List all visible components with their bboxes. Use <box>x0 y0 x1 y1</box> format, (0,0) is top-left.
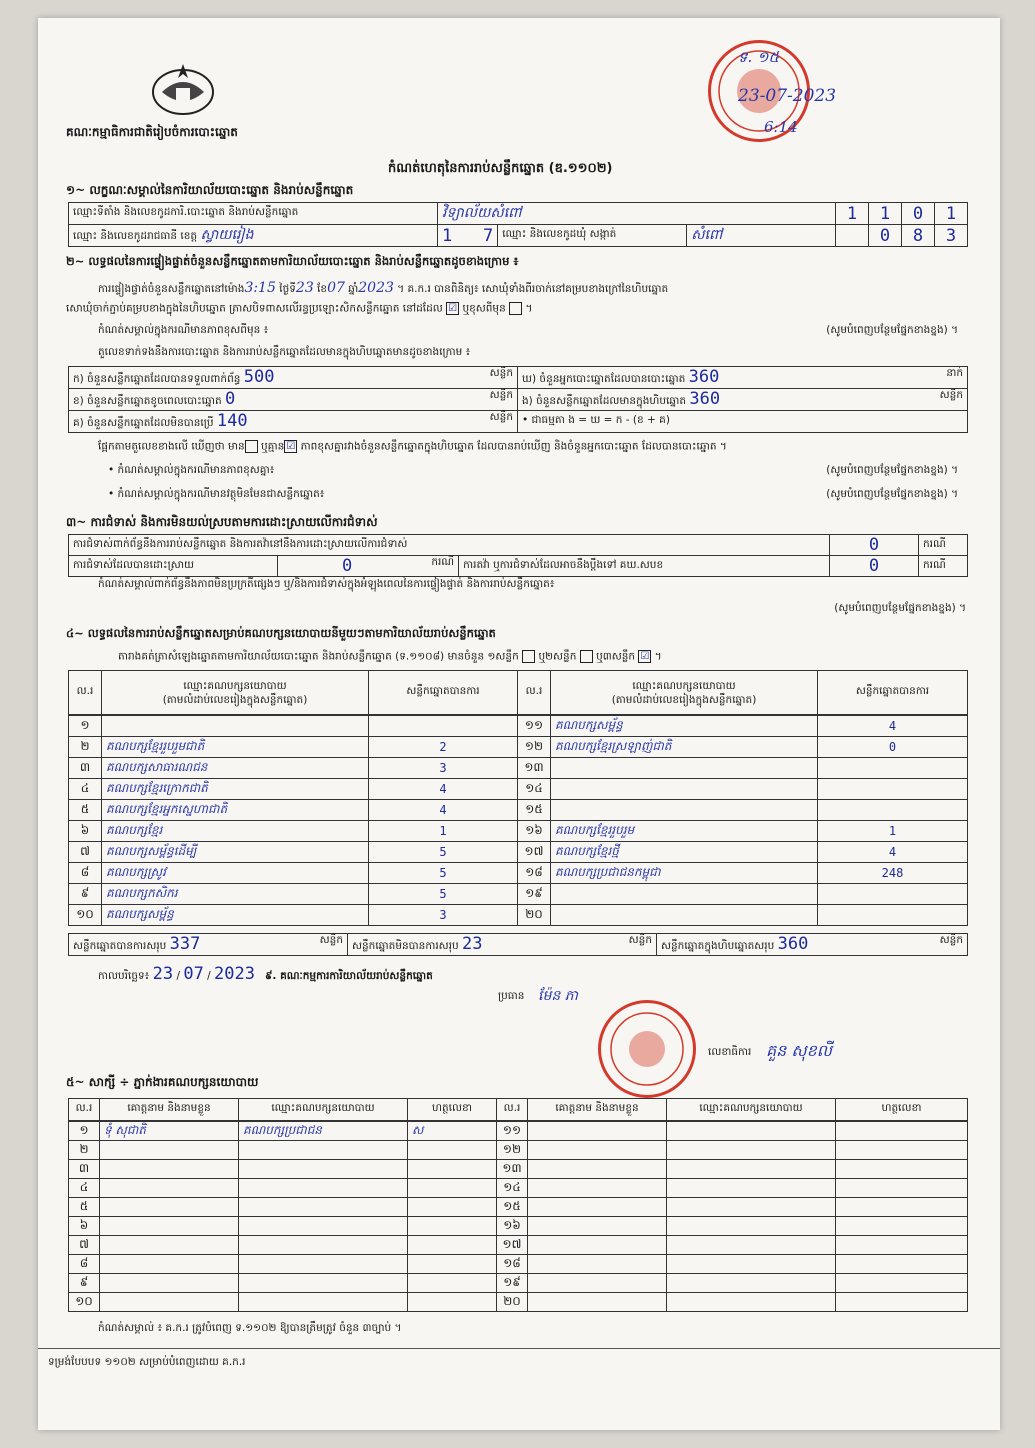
witness-signature <box>408 1179 497 1198</box>
party-votes: 5 <box>369 863 518 884</box>
nec-emblem-icon <box>150 54 216 120</box>
row-number: ១៥ <box>497 1198 528 1217</box>
objections-label: ការជំទាស់ពាក់ព័ន្ធនឹងការរាប់សន្លឹកឆ្នោត និងការតវ៉ានៅនឹងការដោះស្រាយលើការជំទាស់ <box>69 535 830 556</box>
table-row <box>69 884 968 905</box>
witness-name <box>528 1255 667 1274</box>
witness-party <box>239 1179 408 1198</box>
witness-signature <box>836 1274 968 1293</box>
party-votes: 3 <box>369 905 518 926</box>
row-number: ៦ <box>69 1217 100 1236</box>
row-number: ១២ <box>518 737 551 758</box>
commune-code-digit: 3 <box>935 225 968 247</box>
party-votes: 1 <box>369 821 518 842</box>
spoiled-ballots: ខ) ចំនួនសន្លឹកឆ្នោតខូចពេលបោះឆ្នោត 0 សន្លឹក <box>69 389 518 411</box>
witness-name <box>100 1255 239 1274</box>
witness-signature <box>408 1160 497 1179</box>
row-number: ១៣ <box>497 1160 528 1179</box>
witness-signature <box>836 1255 968 1274</box>
row-number: ៥ <box>69 800 102 821</box>
station-code-digit: 1 <box>836 203 869 225</box>
party-votes: 3 <box>369 758 518 779</box>
org-name: គណៈកម្មាធិការជាតិរៀបចំការបោះឆ្នោត <box>66 125 238 139</box>
party-votes <box>818 779 968 800</box>
commune-code-digit: 0 <box>869 225 902 247</box>
commission-stamp <box>598 1000 696 1098</box>
witness-signature <box>836 1198 968 1217</box>
row-number: ២ <box>69 1141 100 1160</box>
table-row <box>69 863 968 884</box>
station-code-digit: 0 <box>902 203 935 225</box>
party-votes: 248 <box>818 863 968 884</box>
row-number: ៧ <box>69 1236 100 1255</box>
unused-ballots: គ) ចំនួនសន្លឹកឆ្នោតដែលមិនបានប្រើ 140 សន្លឹក <box>69 411 518 433</box>
party-votes: 2 <box>369 737 518 758</box>
chair-signature: ម៉ែន ភា <box>538 988 578 1004</box>
commune-value: សំពៅ <box>687 225 836 247</box>
witness-party <box>667 1274 836 1293</box>
row-number: ២០ <box>518 905 551 926</box>
table-row <box>69 716 968 737</box>
party-name: គណបក្សប្រជាជនកម្ពុជា <box>551 863 818 884</box>
witness-signature <box>836 1160 968 1179</box>
discrepancy-line: ផ្អែកតាមតួលេខខាងលើ ឃើញថា មាន ឬគ្មាន ☑ ភាពខុសគ្នារវាងចំនួនសន្លឹកឆ្នោតក្នុងហិបឆ្នោត ដែលបានរាប់ឃើញ និងចំនួនអ្នកបោះឆ្នោត ដែលបានបោះឆ្នោត ។ <box>98 440 727 453</box>
witness-name <box>528 1141 667 1160</box>
row-number: ១១ <box>518 716 551 737</box>
party-rows <box>68 715 968 926</box>
ballots-in-box: ង) ចំនួនសន្លឹកឆ្នោតដែលមានក្នុងហិបឆ្នោត 360 សន្លឹក <box>518 389 968 411</box>
row-number: ១៨ <box>518 863 551 884</box>
party-votes: 5 <box>369 884 518 905</box>
objections-table: ការជំទាស់ពាក់ព័ន្ធនឹងការរាប់សន្លឹកឆ្នោត និងការតវ៉ានៅនឹងការដោះស្រាយលើការជំទាស់ 0 ករណី ការជំទាស់ដែលបានដោះស្រាយ 0 ករណី ការតវ៉ា ឬការជំទាស់ដែលអាចនឹងប្ដឹងទៅ គឃ.សបខ 0 ករណី <box>68 534 968 577</box>
chair-label: ប្រធាន <box>498 990 525 1002</box>
row-number: ១០ <box>69 905 102 926</box>
witness-signature <box>408 1198 497 1217</box>
resolved-label: ការជំទាស់ដែលបានដោះស្រាយ <box>69 556 278 577</box>
witness-signature <box>836 1293 968 1312</box>
party-votes <box>818 800 968 821</box>
witness-signature <box>408 1217 497 1236</box>
row-number: ១ <box>69 1122 100 1141</box>
party-votes: 4 <box>369 800 518 821</box>
table-row <box>69 1179 968 1198</box>
row-number: ៤ <box>69 779 102 800</box>
party-name <box>551 884 818 905</box>
province-value: ស្វាយរៀង <box>200 227 254 243</box>
table-row <box>69 737 968 758</box>
row-number: ១៨ <box>497 1255 528 1274</box>
commune-label: ឈ្មោះ និងលេខកូដឃុំ សង្កាត់ <box>498 225 687 247</box>
witness-name <box>100 1293 239 1312</box>
witness-party <box>239 1274 408 1293</box>
table-row <box>69 842 968 863</box>
row-number: ៣ <box>69 1160 100 1179</box>
table-row <box>69 821 968 842</box>
party-name <box>551 758 818 779</box>
witness-signature <box>836 1141 968 1160</box>
witness-party: គណបក្សប្រជាជន <box>239 1122 408 1141</box>
table-row <box>69 758 968 779</box>
witness-party <box>239 1293 408 1312</box>
witness-name <box>528 1198 667 1217</box>
table-row <box>69 1274 968 1293</box>
party-name: គណបក្សខ្មែរថ្មី <box>551 842 818 863</box>
witness-name <box>528 1274 667 1293</box>
table-row <box>69 1141 968 1160</box>
total-in-box: សន្លឹកឆ្នោតក្នុងហិបឆ្នោតសរុប 360 សន្លឹក <box>657 934 968 956</box>
witness-signature <box>836 1179 968 1198</box>
witness-name <box>528 1160 667 1179</box>
party-votes: 4 <box>818 716 968 737</box>
party-name: គណបក្សកសិករ <box>102 884 369 905</box>
party-name: គណបក្សខ្មែរក្រោកជាតិ <box>102 779 369 800</box>
appeal-value: 0 <box>830 556 919 577</box>
row-number: ៨ <box>69 1255 100 1274</box>
unchanged-checkbox[interactable]: ☑ <box>446 302 459 315</box>
row-number: ១២ <box>497 1141 528 1160</box>
verification-line: ការផ្ទៀងផ្ទាត់ចំនួនសន្លឹកឆ្នោតនៅម៉ោង3:15 ថ្ងៃទី23 ខែ07 ឆ្នាំ2023 ។ គ.ក.រ បានពិនិត្យ៖ សោឃុំទាំងពីរចាក់នៅគម្របខាងក្រៅនៃហិបឆ្នោត <box>98 280 669 296</box>
row-number: ៨ <box>69 863 102 884</box>
party-votes: 1 <box>818 821 968 842</box>
witness-name <box>100 1160 239 1179</box>
party-name: គណបក្សសម្ព័ន្ធ <box>102 905 369 926</box>
commune-code-digit: 8 <box>902 225 935 247</box>
witness-party <box>667 1217 836 1236</box>
witness-party <box>667 1160 836 1179</box>
total-invalid: សន្លឹកឆ្នោតមិនបានការសរុប 23 សន្លឹក <box>348 934 657 956</box>
row-number: ១ <box>69 716 102 737</box>
discrepancy-no-checkbox[interactable]: ☑ <box>284 440 297 453</box>
table-row <box>69 1236 968 1255</box>
formula: • ជាធម្មតា ង = ឃ = ក - (ខ + គ) <box>518 411 968 433</box>
witness-signature <box>408 1293 497 1312</box>
province-label: ឈ្មោះ និងលេខកូដរាជធានី ខេត្ត ស្វាយរៀង <box>69 225 438 247</box>
objections-value: 0 <box>830 535 919 556</box>
party-name: គណបក្សសម្ព័ន្ធដើម្បី <box>102 842 369 863</box>
row-number: ១៣ <box>518 758 551 779</box>
verify-time: 3:15 <box>244 280 276 296</box>
table-row <box>69 1160 968 1179</box>
witness-name <box>100 1274 239 1293</box>
witness-name <box>528 1179 667 1198</box>
witness-signature <box>408 1255 497 1274</box>
row-number: ១១ <box>497 1122 528 1141</box>
ballot-figures-table <box>68 366 968 433</box>
province-code: 1 7 <box>438 225 498 247</box>
witness-party <box>239 1217 408 1236</box>
witness-party <box>239 1236 408 1255</box>
witness-party <box>667 1141 836 1160</box>
row-number: ១៦ <box>518 821 551 842</box>
form-footer: ទម្រង់បែបបទ ១១០២ សម្រាប់បំពេញដោយ គ.ក.រ <box>48 1356 246 1368</box>
witness-party <box>239 1255 408 1274</box>
total-valid: សន្លឹកឆ្នោតបានការសរុប 337 សន្លឹក <box>69 934 348 956</box>
witness-party <box>667 1255 836 1274</box>
party-name: គណបក្សសាធារណជន <box>102 758 369 779</box>
table-row <box>69 779 968 800</box>
row-number: ២ <box>69 737 102 758</box>
row-number: ៣ <box>69 758 102 779</box>
witness-party <box>667 1122 836 1141</box>
page-title: កំណត់ហេតុនៃការរាប់សន្លឹកឆ្នោត (ឌ.១១០២) <box>388 161 613 176</box>
received-ballots: ក) ចំនួនសន្លឹកឆ្នោតដែលបានទទួលពាក់ព័ន្ធ 500 សន្លឹក <box>69 367 518 389</box>
secretary-signature: គួន សុខលី <box>766 1041 833 1060</box>
witness-signature <box>836 1236 968 1255</box>
party-votes: 4 <box>818 842 968 863</box>
witness-note: កំណត់សម្គាល់ ៖ គ.ក.រ ត្រូវបំពេញ ទ.១១០២ ឱ្យបានត្រឹមត្រូវ ចំនួន ៣ច្បាប់ ។ <box>98 1322 402 1334</box>
party-name <box>551 905 818 926</box>
witness-name: ទុំ សុជាតិ <box>100 1122 239 1141</box>
secretary-label: លេខាធិការ <box>708 1046 752 1058</box>
count-date: កាលបរិច្ឆេទ៖ 23 / 07 / 2023 ៩. គណៈកម្មការការិយាល័យរាប់សន្លឹកឆ្នោត <box>98 964 433 984</box>
witness-table: ល.រ គោត្តនាម និងនាមខ្លួន ឈ្មោះគណបក្សនយោបាយ ហត្ថលេខា ល.រ គោត្តនាម និងនាមខ្លួន ឈ្មោះគណបក្សនយោបាយ ហត្ថលេខា <box>68 1098 968 1121</box>
three-sheets-checkbox[interactable]: ☑ <box>638 650 651 663</box>
verify-day: 23 <box>295 280 314 296</box>
row-number: ១៤ <box>518 779 551 800</box>
bullet-note-2: • កំណត់សម្គាល់ក្នុងករណីមានវត្ថុមិនមែនជាសន្លឹកឆ្នោត៖ (សូមបំពេញបន្ថែមផ្នែកខាងខ្នង) ។ <box>108 488 958 500</box>
stamp-no: ទ. ១៥ <box>738 48 780 66</box>
tally-sheet-line: តារាងគត់ត្រាសំឡេងឆ្នោតតាមការិយាល័យបោះឆ្នោត និងរាប់សន្លឹកឆ្នោត (ទ.១១០៨) មានចំនួន ១សន្លឹក ឬ២សន្លឹក ឬ៣សន្លឹក ☑ ។ <box>118 650 662 663</box>
witness-party <box>667 1179 836 1198</box>
resolved-value: 0 <box>342 556 353 576</box>
witness-signature: ស <box>408 1122 497 1141</box>
party-name <box>551 779 818 800</box>
station-code-digit: 1 <box>869 203 902 225</box>
witness-party <box>667 1236 836 1255</box>
row-number: ១៦ <box>497 1217 528 1236</box>
table-row <box>69 1122 968 1141</box>
verify-month: 07 <box>327 280 345 296</box>
witness-rows <box>68 1121 968 1312</box>
party-name: គណបក្សខ្មែរអ្នកស្នេហាជាតិ <box>102 800 369 821</box>
witness-signature <box>408 1236 497 1255</box>
row-number: ១៥ <box>518 800 551 821</box>
witness-signature <box>836 1122 968 1141</box>
row-number: ៥ <box>69 1198 100 1217</box>
discrepancy-yes-checkbox[interactable] <box>245 440 258 453</box>
row-number: ១៧ <box>497 1236 528 1255</box>
station-code-digit: 1 <box>935 203 968 225</box>
verify-year: 2023 <box>358 280 394 296</box>
party-votes <box>369 716 518 737</box>
row-number: ១៧ <box>518 842 551 863</box>
row-number: ៩ <box>69 884 102 905</box>
row-number: ១០ <box>69 1293 100 1312</box>
objection-note: កំណត់សម្គាល់ពាក់ព័ន្ធនឹងភាពមិនប្រក្រតីផ្សេងៗ ឬ/និងការជំទាស់ក្នុងអំឡុងពេលនៃការផ្ទៀងផ្ទាត់ និងការរាប់សន្លឹកឆ្នោត៖ <box>98 578 555 590</box>
witness-name <box>100 1179 239 1198</box>
witness-signature <box>408 1274 497 1293</box>
seal-check-line: សោឃុំចាក់ភ្ជាប់គម្របខាងក្នុងនៃហិបឆ្នោត ត្រាសបិទពាសលើរន្ធប្រឡោះសិកសន្លឹកឆ្នោត នៅដដែល ☑ ឬខុសពីមុន ។ <box>66 302 533 315</box>
witness-name <box>528 1293 667 1312</box>
witness-name <box>528 1122 667 1141</box>
party-name: គណបក្សខ្មែរ <box>102 821 369 842</box>
polling-station-label: ឈ្មោះទីតាំង និងលេខកូដការិ.បោះឆ្នោត និងរាប់សន្លឹកឆ្នោត <box>69 203 438 225</box>
witness-party <box>667 1198 836 1217</box>
party-votes <box>818 758 968 779</box>
stamp-date: 23-07-2023 <box>738 86 837 106</box>
row-number: ២០ <box>497 1293 528 1312</box>
witness-party <box>667 1293 836 1312</box>
footer-divider <box>38 1348 1000 1349</box>
party-name: គណបក្សសម្ព័ន្ធ <box>551 716 818 737</box>
section-1-table <box>68 202 968 247</box>
witness-name <box>100 1236 239 1255</box>
witness-signature <box>836 1217 968 1236</box>
table-row <box>69 905 968 926</box>
witness-party <box>239 1141 408 1160</box>
objection-note-hint: (សូមបំពេញបន្ថែមផ្នែកខាងខ្នង) ។ <box>834 602 966 614</box>
party-votes: 5 <box>369 842 518 863</box>
party-name: គណបក្សខ្មែររួបរួមជាតិ <box>102 737 369 758</box>
row-number: ១៤ <box>497 1179 528 1198</box>
table-row <box>69 1217 968 1236</box>
witness-party <box>239 1198 408 1217</box>
party-name: គណបក្សស្រូវ <box>102 863 369 884</box>
party-name <box>102 716 369 737</box>
table-row <box>69 1198 968 1217</box>
figures-intro: តួលេខទាក់ទងនឹងការបោះឆ្នោត និងការរាប់សន្លឹកឆ្នោតដែលមានក្នុងហិបឆ្នោតមានដូចខាងក្រោម ៖ <box>98 346 471 358</box>
table-row <box>69 1293 968 1312</box>
row-number: ៤ <box>69 1179 100 1198</box>
row-number: ៩ <box>69 1274 100 1293</box>
polling-station-value: វិទ្យាល័យសំពៅ <box>438 203 836 225</box>
party-votes: 0 <box>818 737 968 758</box>
party-name: គណបក្សខ្មែររួបរួម <box>551 821 818 842</box>
totals-row <box>68 933 968 956</box>
witness-name <box>100 1141 239 1160</box>
section-4-heading: ៤~ លទ្ធផលនៃការរាប់សន្លឹកឆ្នោតសម្រាប់គណបក្សនយោបាយនីមួយៗតាមការិយាល័យរាប់សន្លឹកឆ្នោត <box>66 626 496 640</box>
ballot-count-report-sheet <box>38 18 1000 1430</box>
changed-checkbox[interactable] <box>509 302 522 315</box>
voters-count: ឃ) ចំនួនអ្នកបោះឆ្នោតដែលបានបោះឆ្នោត 360 នាក់ <box>518 367 968 389</box>
table-row <box>69 800 968 821</box>
party-name: គណបក្សខ្មែរស្រឡាញ់ជាតិ <box>551 737 818 758</box>
witness-name <box>100 1198 239 1217</box>
party-votes: 4 <box>369 779 518 800</box>
row-number: ៧ <box>69 842 102 863</box>
section-1-heading: ១~ លក្ខណៈសម្គាល់នៃការិយាល័យបោះឆ្នោត និងរាប់សន្លឹកឆ្នោត <box>66 183 354 197</box>
party-votes <box>818 905 968 926</box>
table-row <box>69 1255 968 1274</box>
row-number: ១៩ <box>518 884 551 905</box>
witness-signature <box>408 1141 497 1160</box>
stamp-time: 6:14 <box>764 118 798 136</box>
witness-name <box>528 1217 667 1236</box>
bullet-note-1: • កំណត់សម្គាល់ក្នុងករណីមានភាពខុសគ្នា៖ (សូមបំពេញបន្ថែមផ្នែកខាងខ្នង) ។ <box>108 464 958 476</box>
party-results-table: ល.រ ឈ្មោះគណបក្សនយោបាយ (តាមលំដាប់លេខរៀងក្នុងសន្លឹកឆ្នោត) សន្លឹកឆ្នោតបានការ ល.រ ឈ្មោះគណបក្សនយោបាយ (តាមលំដាប់លេខរៀងក្នុងសន្លឹកឆ្នោត) សន្លឹកឆ្នោតបានការ <box>68 670 968 715</box>
witness-name <box>528 1236 667 1255</box>
party-votes <box>818 884 968 905</box>
section-5-heading: ៥~ សាក្សី ÷ ភ្នាក់ងារគណបក្សនយោបាយ <box>66 1075 259 1089</box>
section-3-heading: ៣~ ការជំទាស់ និងការមិនយល់ស្របតាមការដោះស្រាយលើការជំទាស់ <box>66 515 378 529</box>
appeal-label: ការតវ៉ា ឬការជំទាស់ដែលអាចនឹងប្ដឹងទៅ គឃ.សបខ <box>459 556 830 577</box>
note-line: កំណត់សម្គាល់ក្នុងករណីមានភាពខុសពីមុន ៖ (សូមបំពេញបន្ថែមផ្នែកខាងខ្នង) ។ <box>98 324 958 336</box>
witness-party <box>239 1160 408 1179</box>
row-number: ៦ <box>69 821 102 842</box>
section-2-heading: ២~ លទ្ធផលនៃការផ្ទៀងផ្ទាត់ចំនួនសន្លឹកឆ្នោតតាមការិយាល័យបោះឆ្នោត និងរាប់សន្លឹកឆ្នោតដូចខាងក្រោម ៖ <box>66 254 519 268</box>
party-name <box>551 800 818 821</box>
witness-name <box>100 1217 239 1236</box>
row-number: ១៩ <box>497 1274 528 1293</box>
